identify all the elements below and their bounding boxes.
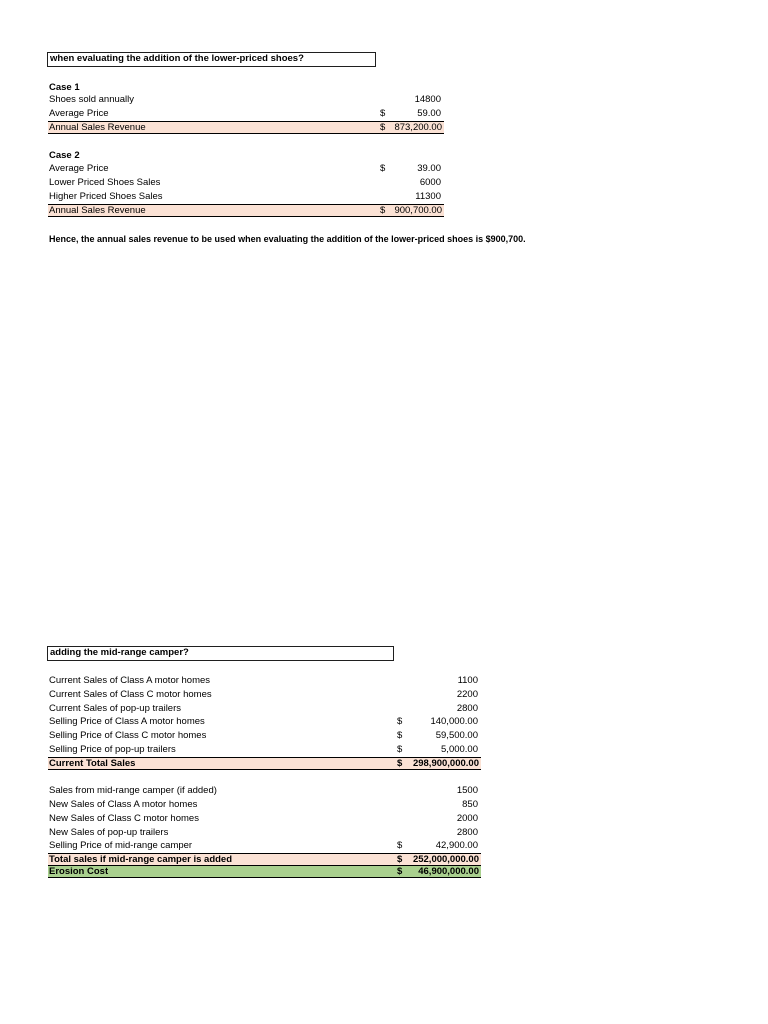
row-value: 59.00 xyxy=(417,108,441,119)
erosion-label: Erosion Cost xyxy=(49,866,109,877)
table-row xyxy=(49,674,480,687)
row-label: Selling Price of Class C motor homes xyxy=(49,730,207,741)
row-label: Lower Priced Shoes Sales xyxy=(49,177,161,188)
question-text: adding the mid-range camper? xyxy=(50,647,189,658)
row-label: Sales from mid-range camper (if added) xyxy=(49,785,217,796)
row-value: 2800 xyxy=(456,703,478,714)
total-label: Annual Sales Revenue xyxy=(49,122,146,133)
currency-symbol: $ xyxy=(380,108,386,119)
table-row xyxy=(49,176,443,189)
row-value: 140,000.00 xyxy=(430,716,478,727)
table-row xyxy=(49,729,480,742)
row-value: 42,900.00 xyxy=(435,840,478,851)
row-value: 2200 xyxy=(456,689,478,700)
case2-title: Case 2 xyxy=(49,150,80,161)
total-value: 900,700.00 xyxy=(394,205,442,216)
table-row xyxy=(49,702,480,715)
row-label: Shoes sold annually xyxy=(49,94,135,105)
table-row xyxy=(49,743,480,756)
question-box-shoes xyxy=(47,52,376,67)
erosion-value: 46,900,000.00 xyxy=(418,866,479,877)
row-label: Current Sales of Class C motor homes xyxy=(49,689,212,700)
row-label: Current Sales of Class A motor homes xyxy=(49,675,211,686)
currency-symbol: $ xyxy=(397,758,403,769)
row-value: 14800 xyxy=(414,94,441,105)
row-value: 39.00 xyxy=(417,163,441,174)
erosion-cost-row xyxy=(48,866,481,878)
table-row xyxy=(49,826,480,839)
total-value: 252,000,000.00 xyxy=(412,854,479,865)
row-label: Average Price xyxy=(49,108,109,119)
table-row xyxy=(49,784,480,797)
currency-symbol: $ xyxy=(380,122,386,133)
question-text: when evaluating the addition of the lower-priced shoes? xyxy=(50,53,304,64)
row-label: New Sales of Class A motor homes xyxy=(49,799,198,810)
total-label: Current Total Sales xyxy=(49,758,136,769)
row-value: 5,000.00 xyxy=(441,744,478,755)
row-value: 6000 xyxy=(419,177,441,188)
conclusion-text: Hence, the annual sales revenue to be used when evaluating the addition of the lower-priced shoes is $900,700. xyxy=(49,234,526,244)
question-box-camper xyxy=(47,646,394,661)
currency-symbol: $ xyxy=(397,744,403,755)
row-label: Selling Price of mid-range camper xyxy=(49,840,193,851)
row-label: Current Sales of pop-up trailers xyxy=(49,703,182,714)
currency-symbol: $ xyxy=(397,716,403,727)
table-row xyxy=(49,162,443,175)
row-value: 850 xyxy=(462,799,478,810)
row-label: Higher Priced Shoes Sales xyxy=(49,191,163,202)
case1-title: Case 1 xyxy=(49,82,80,93)
table-row xyxy=(49,93,443,106)
row-label: Selling Price of pop-up trailers xyxy=(49,744,176,755)
currency-symbol: $ xyxy=(380,163,386,174)
currency-symbol: $ xyxy=(380,205,386,216)
currency-symbol: $ xyxy=(397,730,403,741)
row-label: New Sales of pop-up trailers xyxy=(49,827,169,838)
total-row xyxy=(48,757,481,770)
row-value: 1500 xyxy=(456,785,478,796)
row-label: Average Price xyxy=(49,163,109,174)
table-row xyxy=(49,839,480,852)
total-label: Total sales if mid-range camper is added xyxy=(49,854,233,865)
currency-symbol: $ xyxy=(397,854,403,865)
table-row xyxy=(49,688,480,701)
table-row xyxy=(49,715,480,728)
row-value: 11300 xyxy=(415,191,441,202)
row-label: New Sales of Class C motor homes xyxy=(49,813,199,824)
row-value: 59,500.00 xyxy=(435,730,478,741)
total-row xyxy=(48,204,444,217)
table-row xyxy=(49,107,443,120)
row-value: 1100 xyxy=(457,675,478,686)
table-row xyxy=(49,190,443,203)
row-value: 2000 xyxy=(456,813,478,824)
total-label: Annual Sales Revenue xyxy=(49,205,146,216)
total-row xyxy=(48,121,444,134)
total-value: 298,900,000.00 xyxy=(412,758,479,769)
table-row xyxy=(49,812,480,825)
currency-symbol: $ xyxy=(397,866,403,877)
row-value: 2800 xyxy=(456,827,478,838)
row-label: Selling Price of Class A motor homes xyxy=(49,716,205,727)
total-row xyxy=(48,853,481,866)
table-row xyxy=(49,798,480,811)
total-value: 873,200.00 xyxy=(394,122,442,133)
currency-symbol: $ xyxy=(397,840,403,851)
